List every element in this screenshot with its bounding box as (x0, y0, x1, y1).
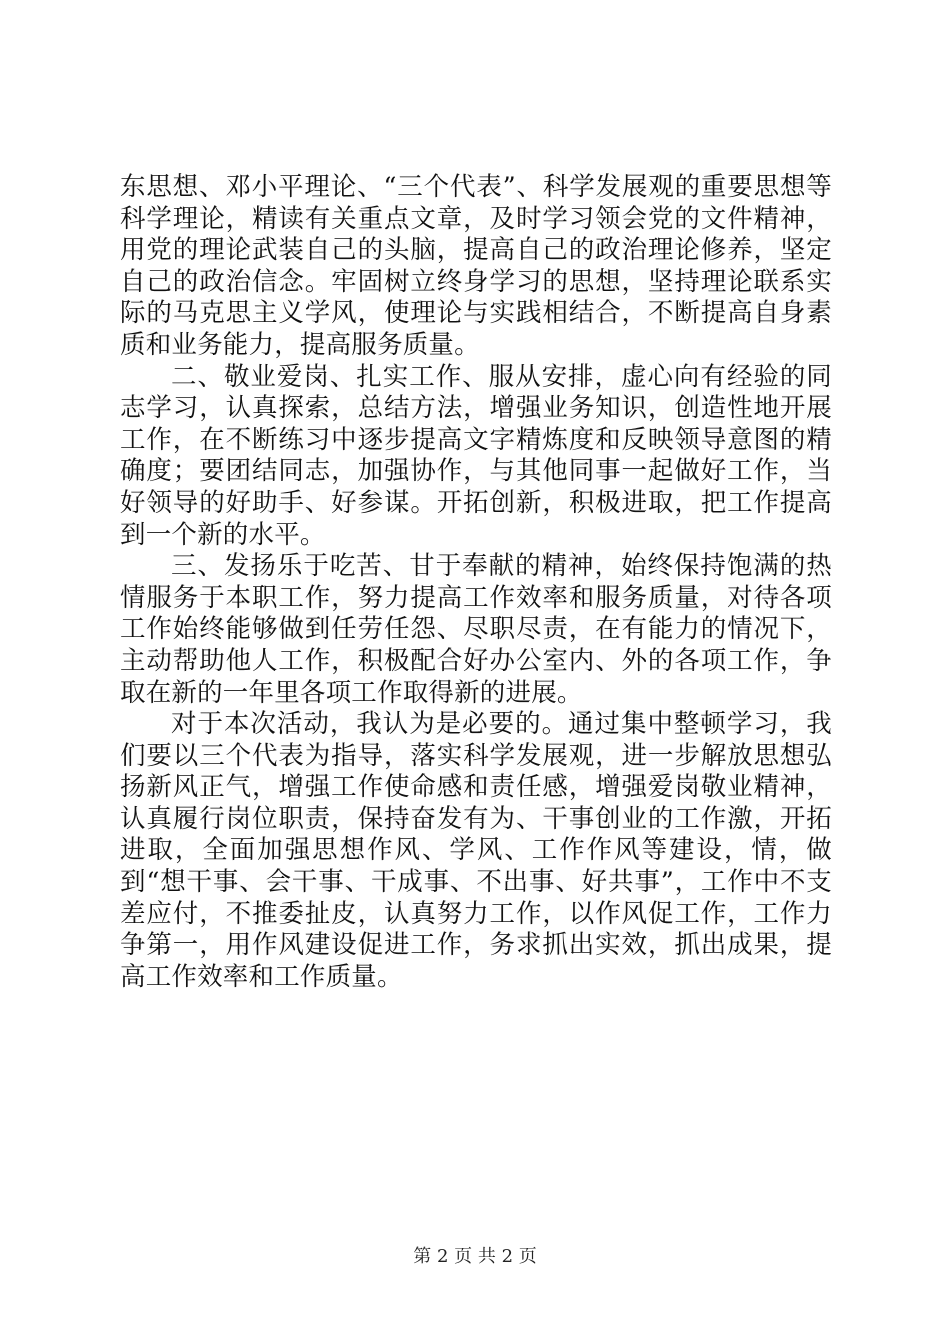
page-footer: 第 2 页 共 2 页 (413, 1246, 537, 1267)
document-body (120, 172, 832, 993)
paragraph-conclusion: 对于本次活动，我认为是必要的。通过集中整顿学习，我们要以三个代表为指导，落实科学发展观，进一步解放思想弘扬新风正气，增强工作使命感和责任感，增强爱岗敬业精神，认真履行岗位职责，保持奋发有为、干事创业的工作激，开拓进取，全面加强思想作风、学风、工作作风等建设，情，做到“想干事、会干事、干成事、不出事、好共事”，工作中不支差应付，不推委扯皮，认真努力工作，以作风促工作，工作力争第一，用作风建设促进工作，务求抓出实效，抓出成果，提高工作效率和工作质量。 (120, 709, 832, 992)
paragraph-continuation: 东思想、邓小平理论、“三个代表”、科学发展观的重要思想等科学理论，精读有关重点文章，及时学习领会党的文件精神，用党的理论武装自己的头脑，提高自己的政治理论修养，坚定自己的政治信念。牢固树立终身学习的思想，坚持理论联系实际的马克思主义学风，使理论与实践相结合，不断提高自身素质和业务能力，提高服务质量。 (120, 172, 832, 360)
paragraph-item-three: 三、发扬乐于吃苦、甘于奉献的精神，始终保持饱满的热情服务于本职工作，努力提高工作效率和服务质量，对待各项工作始终能够做到任劳任怨、尽职尽责，在有能力的情况下，主动帮助他人工作，积极配合好办公室内、外的各项工作，争取在新的一年里各项工作取得新的进展。 (120, 551, 832, 708)
paragraph-item-two: 二、敬业爱岗、扎实工作、服从安排，虚心向有经验的同志学习，认真探索，总结方法，增强业务知识，创造性地开展工作，在不断练习中逐步提高文字精炼度和反映领导意图的精确度；要团结同志，加强协作，与其他同事一起做好工作，当好领导的好助手、好参谋。开拓创新，积极进取，把工作提高到一个新的水平。 (120, 361, 832, 550)
